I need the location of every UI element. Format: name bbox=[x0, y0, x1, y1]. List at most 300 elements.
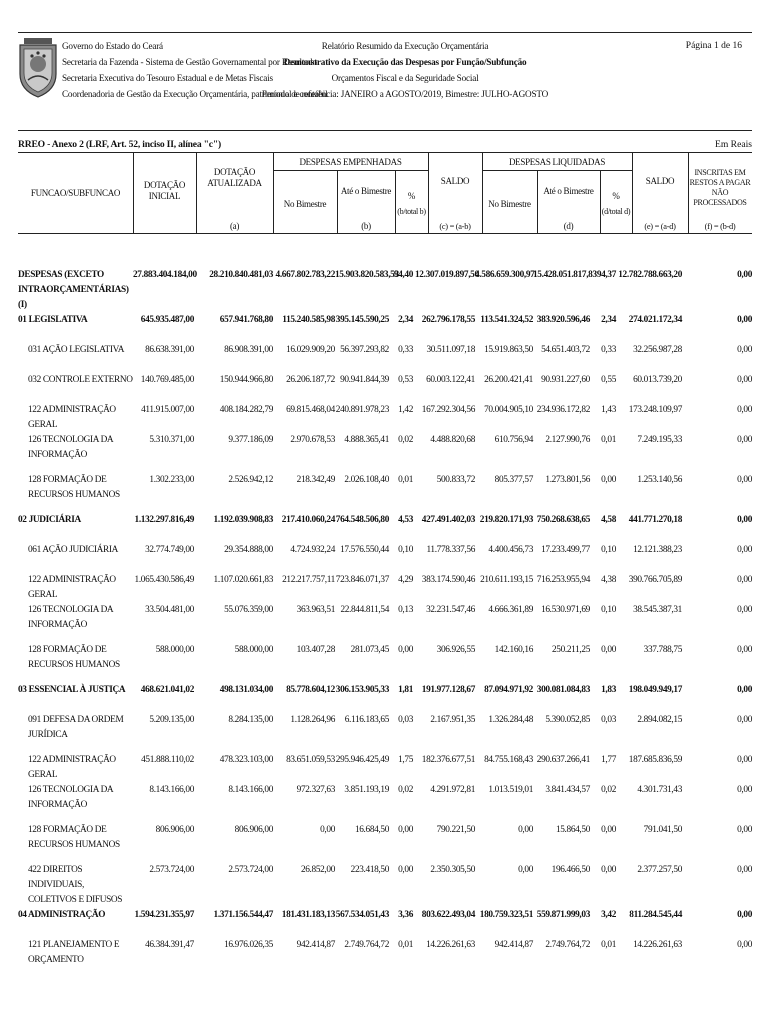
report-name: Relatório Resumido da Execução Orçamentária bbox=[321, 41, 489, 51]
cell-dotacao-inicial: 46.384.391,47 bbox=[145, 940, 194, 950]
cell-empenhadas-pct: 0,00 bbox=[398, 825, 413, 835]
cell-saldo-e: 60.013.739,20 bbox=[633, 375, 682, 385]
cell-liquidadas-bimestre: 142.160,16 bbox=[494, 645, 533, 655]
annex-reference: RREO - Anexo 2 (LRF, Art. 52, inciso II, alínea "c") bbox=[18, 139, 221, 150]
cell-empenhadas-ate-bimestre: 567.534.051,43 bbox=[335, 910, 389, 920]
cell-liquidadas-ate-bimestre: 54.651.403,72 bbox=[541, 345, 590, 355]
cell-restos-a-pagar: 0,00 bbox=[737, 865, 752, 875]
cell-saldo-e: 173.248.109,97 bbox=[628, 405, 682, 415]
col-emp-pct: % bbox=[407, 191, 416, 201]
cell-restos-a-pagar: 0,00 bbox=[737, 785, 752, 795]
expense-table bbox=[18, 268, 752, 978]
cell-empenhadas-bimestre: 115.240.585,98 bbox=[282, 315, 335, 325]
cell-dotacao-atualizada: 8.143.166,00 bbox=[228, 785, 273, 795]
row-label: 121 PLANEJAMENTO E ORÇAMENTO bbox=[28, 940, 120, 965]
cell-empenhadas-pct: 2,34 bbox=[398, 315, 413, 325]
cell-liquidadas-ate-bimestre: 250.211,25 bbox=[552, 645, 590, 655]
cell-empenhadas-pct: 0,01 bbox=[398, 475, 413, 485]
cell-saldo-c: 4.488.820,68 bbox=[430, 435, 475, 445]
subfunction-row bbox=[18, 753, 752, 783]
cell-empenhadas-bimestre: 2.970.678,53 bbox=[290, 435, 335, 445]
cell-empenhadas-ate-bimestre: 4.888.365,41 bbox=[344, 435, 389, 445]
col-dotacao-atualizada-line2: ATUALIZADA bbox=[207, 178, 262, 188]
cell-empenhadas-pct: 0,02 bbox=[398, 785, 413, 795]
subfunction-row bbox=[18, 433, 752, 473]
page-number: Página 1 de 16 bbox=[685, 41, 742, 51]
cell-dotacao-inicial: 411.915.007,00 bbox=[141, 405, 194, 415]
cell-liquidadas-ate-bimestre: 1.273.801,56 bbox=[545, 475, 590, 485]
cell-liquidadas-pct: 0,03 bbox=[601, 715, 616, 725]
col-inscritas-line2: RESTOS A PAGAR bbox=[689, 178, 751, 187]
cell-liquidadas-ate-bimestre: 16.530.971,69 bbox=[541, 605, 590, 615]
col-dotacao-atualizada-header bbox=[196, 167, 273, 189]
cell-restos-a-pagar: 0,00 bbox=[737, 755, 752, 765]
cell-empenhadas-pct: 0,53 bbox=[398, 375, 413, 385]
cell-dotacao-atualizada: 86.908.391,00 bbox=[224, 345, 273, 355]
cell-dotacao-atualizada: 657.941.768,80 bbox=[219, 315, 273, 325]
cell-liquidadas-ate-bimestre: 234.936.172,82 bbox=[536, 405, 590, 415]
cell-saldo-e: 811.284.545,44 bbox=[629, 910, 682, 920]
col-dotacao-inicial-header bbox=[133, 180, 196, 202]
cell-restos-a-pagar: 0,00 bbox=[737, 715, 752, 725]
cell-empenhadas-bimestre: 218.342,49 bbox=[296, 475, 335, 485]
cell-liquidadas-bimestre: 805.377,57 bbox=[494, 475, 533, 485]
col-saldo-header: SALDO bbox=[440, 176, 470, 186]
col-b-ref: (b) bbox=[361, 221, 371, 231]
cell-saldo-c: 803.622.493,04 bbox=[421, 910, 475, 920]
cell-restos-a-pagar: 0,00 bbox=[737, 315, 752, 325]
row-label: 122 ADMINISTRAÇÃO GERAL bbox=[28, 405, 116, 430]
cell-liquidadas-pct: 0,33 bbox=[601, 345, 616, 355]
row-label: 122 ADMINISTRAÇÃO GERAL bbox=[28, 575, 116, 600]
cell-liquidadas-bimestre: 942.414,87 bbox=[494, 940, 533, 950]
cell-restos-a-pagar: 0,00 bbox=[737, 270, 752, 280]
cell-saldo-c: 2.350.305,50 bbox=[430, 865, 475, 875]
col-emp-ate-bimestre: Até o Bimestre bbox=[340, 186, 392, 196]
cell-saldo-e: 187.685.836,59 bbox=[628, 755, 682, 765]
cell-empenhadas-ate-bimestre: 723.846.071,37 bbox=[335, 575, 389, 585]
cell-dotacao-inicial: 1.302.233,00 bbox=[149, 475, 194, 485]
cell-empenhadas-pct: 0,02 bbox=[398, 435, 413, 445]
cell-empenhadas-pct: 1,75 bbox=[398, 755, 413, 765]
cell-dotacao-inicial: 451.888.110,02 bbox=[141, 755, 194, 765]
cell-empenhadas-pct: 1,81 bbox=[398, 685, 413, 695]
cell-liquidadas-pct: 4,58 bbox=[601, 515, 616, 525]
cell-dotacao-atualizada: 1.371.156.544,47 bbox=[213, 910, 273, 920]
row-label: 128 FORMAÇÃO DE RECURSOS HUMANOS bbox=[28, 645, 120, 670]
cell-liquidadas-pct: 0,02 bbox=[601, 785, 616, 795]
cell-liquidadas-bimestre: 0,00 bbox=[518, 825, 533, 835]
col-emp-pct-ref: (b/total b) bbox=[397, 207, 426, 216]
cell-liquidadas-ate-bimestre: 15.864,50 bbox=[555, 825, 590, 835]
cell-empenhadas-bimestre: 85.778.604,12 bbox=[286, 685, 335, 695]
cell-empenhadas-ate-bimestre: 2.026.108,40 bbox=[344, 475, 389, 485]
cell-saldo-e: 12.121.388,23 bbox=[633, 545, 682, 555]
cell-dotacao-inicial: 1.132.297.816,49 bbox=[134, 515, 194, 525]
row-label: 02 JUDICIÁRIA bbox=[18, 515, 81, 525]
subfunction-row bbox=[18, 783, 752, 823]
cell-restos-a-pagar: 0,00 bbox=[737, 515, 752, 525]
cell-dotacao-atualizada: 9.377.186,09 bbox=[228, 435, 273, 445]
cell-liquidadas-bimestre: 26.200.421,41 bbox=[484, 375, 533, 385]
cell-empenhadas-bimestre: 181.431.183,13 bbox=[281, 910, 335, 920]
cell-liquidadas-ate-bimestre: 559.871.999,03 bbox=[536, 910, 590, 920]
header-executive-secretariat: Secretaria Executiva do Tesouro Estadual e de Metas Fiscais bbox=[62, 73, 273, 83]
cell-dotacao-inicial: 32.774.749,00 bbox=[145, 545, 194, 555]
cell-liquidadas-bimestre: 1.326.284,48 bbox=[488, 715, 533, 725]
cell-liquidadas-bimestre: 113.541.324,52 bbox=[480, 315, 533, 325]
row-label: 128 FORMAÇÃO DE RECURSOS HUMANOS bbox=[28, 475, 120, 500]
cell-empenhadas-ate-bimestre: 306.153.905,33 bbox=[335, 685, 389, 695]
cell-liquidadas-pct: 0,10 bbox=[601, 545, 616, 555]
row-label: 032 CONTROLE EXTERNO bbox=[28, 375, 133, 385]
cell-dotacao-inicial: 140.769.485,00 bbox=[140, 375, 194, 385]
cell-empenhadas-bimestre: 4.667.802.783,22 bbox=[275, 270, 335, 280]
cell-empenhadas-ate-bimestre: 764.548.506,80 bbox=[335, 515, 389, 525]
cell-liquidadas-pct: 0,00 bbox=[601, 475, 616, 485]
cell-empenhadas-ate-bimestre: 281.073,45 bbox=[350, 645, 389, 655]
cell-liquidadas-pct: 0,00 bbox=[601, 865, 616, 875]
col-emp-no-bimestre: No Bimestre bbox=[283, 199, 327, 209]
cell-empenhadas-ate-bimestre: 6.116.183,65 bbox=[344, 715, 389, 725]
cell-liquidadas-pct: 1,43 bbox=[601, 405, 616, 415]
row-label: 126 TECNOLOGIA DA INFORMAÇÃO bbox=[28, 605, 113, 630]
cell-liquidadas-ate-bimestre: 2.749.764,72 bbox=[545, 940, 590, 950]
cell-empenhadas-ate-bimestre: 3.851.193,19 bbox=[344, 785, 389, 795]
report-period: Período de referência: JANEIRO a AGOSTO/2019, Bimestre: JULHO-AGOSTO bbox=[261, 89, 549, 99]
cell-dotacao-inicial: 5.209.135,00 bbox=[149, 715, 194, 725]
cell-saldo-c: 500.833,72 bbox=[436, 475, 475, 485]
cell-saldo-e: 32.256.987,28 bbox=[633, 345, 682, 355]
cell-empenhadas-bimestre: 212.217.757,11 bbox=[282, 575, 335, 585]
cell-saldo-c: 30.511.097,18 bbox=[426, 345, 475, 355]
cell-dotacao-atualizada: 478.323.103,00 bbox=[219, 755, 273, 765]
cell-restos-a-pagar: 0,00 bbox=[737, 545, 752, 555]
cell-empenhadas-bimestre: 83.651.059,53 bbox=[286, 755, 335, 765]
cell-saldo-e: 4.301.731,43 bbox=[637, 785, 682, 795]
cell-liquidadas-pct: 2,34 bbox=[601, 315, 616, 325]
row-label: 04 ADMINISTRAÇÃO bbox=[18, 910, 106, 920]
cell-restos-a-pagar: 0,00 bbox=[737, 825, 752, 835]
cell-liquidadas-pct: 0,00 bbox=[601, 825, 616, 835]
col-inscritas-line3: NÃO PROCESSADOS bbox=[693, 188, 747, 207]
subfunction-row bbox=[18, 823, 752, 863]
cell-empenhadas-bimestre: 972.327,63 bbox=[296, 785, 335, 795]
cell-liquidadas-ate-bimestre: 196.466,50 bbox=[551, 865, 590, 875]
cell-liquidadas-bimestre: 210.611.193,15 bbox=[480, 575, 533, 585]
col-inscritas-line1: INSCRITAS EM bbox=[694, 168, 746, 177]
cell-dotacao-atualizada: 55.076.359,00 bbox=[224, 605, 273, 615]
cell-liquidadas-ate-bimestre: 750.268.638,65 bbox=[536, 515, 590, 525]
report-budget-scope: Orçamentos Fiscal e da Seguridade Social bbox=[331, 73, 479, 83]
subfunction-row bbox=[18, 603, 752, 643]
cell-restos-a-pagar: 0,00 bbox=[737, 435, 752, 445]
row-label: 422 DIREITOS INDIVIDUAIS, COLETIVOS E DIFUSOS bbox=[28, 865, 123, 905]
col-a-ref: (a) bbox=[229, 221, 240, 231]
row-label: 122 ADMINISTRAÇÃO GERAL bbox=[28, 755, 116, 780]
currency-unit: Em Reais bbox=[714, 139, 752, 150]
cell-liquidadas-ate-bimestre: 3.841.434,57 bbox=[545, 785, 590, 795]
cell-saldo-c: 191.977.128,67 bbox=[421, 685, 475, 695]
cell-dotacao-atualizada: 150.944.966,80 bbox=[219, 375, 273, 385]
cell-saldo-c: 182.376.677,51 bbox=[421, 755, 475, 765]
function-row bbox=[18, 513, 752, 543]
cell-liquidadas-bimestre: 610.756,94 bbox=[494, 435, 533, 445]
cell-empenhadas-ate-bimestre: 56.397.293,82 bbox=[340, 345, 389, 355]
col-inscritas-header bbox=[688, 168, 752, 208]
col-header-bottom-rule bbox=[18, 233, 752, 234]
cell-liquidadas-bimestre: 4.666.361,89 bbox=[488, 605, 533, 615]
cell-dotacao-inicial: 468.621.041,02 bbox=[140, 685, 194, 695]
cell-liquidadas-ate-bimestre: 290.637.266,41 bbox=[536, 755, 590, 765]
header-secretariat: Secretaria da Fazenda - Sistema de Gestão Governamental por Resultado bbox=[62, 57, 317, 67]
cell-liquidadas-bimestre: 87.094.971,92 bbox=[484, 685, 533, 695]
subfunction-row bbox=[18, 473, 752, 513]
cell-empenhadas-bimestre: 16.029.909,20 bbox=[286, 345, 335, 355]
cell-dotacao-inicial: 33.504.481,00 bbox=[145, 605, 194, 615]
cell-saldo-e: 38.545.387,31 bbox=[633, 605, 682, 615]
col-f-ref: (f) = (b-d) bbox=[704, 222, 736, 231]
liquidadas-group-rule bbox=[482, 170, 632, 171]
col-e-ref: (e) = (a-d) bbox=[644, 222, 676, 231]
cell-restos-a-pagar: 0,00 bbox=[737, 910, 752, 920]
cell-empenhadas-ate-bimestre: 15.903.820.583,53 bbox=[335, 270, 399, 280]
cell-empenhadas-bimestre: 1.128.264,96 bbox=[290, 715, 335, 725]
cell-liquidadas-pct: 94,37 bbox=[596, 270, 616, 280]
col-header-top-rule bbox=[18, 152, 752, 153]
cell-saldo-c: 262.796.178,55 bbox=[421, 315, 475, 325]
cell-dotacao-atualizada: 8.284.135,00 bbox=[228, 715, 273, 725]
cell-restos-a-pagar: 0,00 bbox=[737, 475, 752, 485]
cell-dotacao-atualizada: 408.184.282,79 bbox=[219, 405, 273, 415]
cell-empenhadas-bimestre: 69.815.468,04 bbox=[286, 405, 335, 415]
cell-dotacao-atualizada: 29.354.888,00 bbox=[224, 545, 273, 555]
cell-empenhadas-ate-bimestre: 22.844.811,54 bbox=[340, 605, 389, 615]
subfunction-row bbox=[18, 643, 752, 683]
cell-empenhadas-pct: 0,03 bbox=[398, 715, 413, 725]
cell-empenhadas-bimestre: 0,00 bbox=[320, 825, 335, 835]
cell-liquidadas-ate-bimestre: 716.253.955,94 bbox=[536, 575, 590, 585]
report-title: Demonstrativo da Execução das Despesas por Função/Subfunção bbox=[283, 57, 527, 67]
row-label: 126 TECNOLOGIA DA INFORMAÇÃO bbox=[28, 435, 113, 460]
row-label: 126 TECNOLOGIA DA INFORMAÇÃO bbox=[28, 785, 113, 810]
cell-liquidadas-pct: 3,42 bbox=[601, 910, 616, 920]
cell-empenhadas-pct: 0,00 bbox=[398, 865, 413, 875]
cell-dotacao-atualizada: 498.131.034,00 bbox=[219, 685, 273, 695]
cell-empenhadas-ate-bimestre: 223.418,50 bbox=[350, 865, 389, 875]
row-label: 031 AÇÃO LEGISLATIVA bbox=[28, 345, 125, 355]
cell-dotacao-inicial: 588.000,00 bbox=[155, 645, 194, 655]
cell-empenhadas-bimestre: 4.724.932,24 bbox=[290, 545, 335, 555]
col-dotacao-atualizada-line1: DOTAÇÃO bbox=[213, 167, 256, 177]
cell-empenhadas-pct: 0,33 bbox=[398, 345, 413, 355]
col-dotacao-inicial-line2: INICIAL bbox=[148, 191, 181, 201]
function-row bbox=[18, 268, 752, 313]
cell-dotacao-atualizada: 16.976.026,35 bbox=[224, 940, 273, 950]
cell-liquidadas-bimestre: 70.004.905,10 bbox=[484, 405, 533, 415]
subfunction-row bbox=[18, 573, 752, 603]
cell-empenhadas-pct: 0,13 bbox=[398, 605, 413, 615]
cell-saldo-c: 167.292.304,56 bbox=[421, 405, 475, 415]
cell-liquidadas-pct: 0,01 bbox=[601, 940, 616, 950]
cell-empenhadas-pct: 0,00 bbox=[398, 645, 413, 655]
cell-empenhadas-bimestre: 217.410.060,24 bbox=[281, 515, 335, 525]
cell-dotacao-inicial: 8.143.166,00 bbox=[149, 785, 194, 795]
cell-saldo-e: 390.766.705,89 bbox=[628, 575, 682, 585]
cell-dotacao-inicial: 806.906,00 bbox=[155, 825, 194, 835]
report-title-block bbox=[260, 38, 550, 102]
cell-saldo-e: 2.377.257,50 bbox=[637, 865, 682, 875]
cell-empenhadas-bimestre: 26.206.187,72 bbox=[286, 375, 335, 385]
cell-dotacao-inicial: 27.883.404.184,00 bbox=[133, 270, 197, 280]
cell-liquidadas-ate-bimestre: 2.127.990,76 bbox=[545, 435, 590, 445]
cell-liquidadas-bimestre: 4.586.659.300,97 bbox=[475, 270, 535, 280]
cell-saldo-c: 4.291.972,81 bbox=[430, 785, 475, 795]
cell-restos-a-pagar: 0,00 bbox=[737, 685, 752, 695]
cell-liquidadas-ate-bimestre: 300.081.084,83 bbox=[536, 685, 590, 695]
subfunction-row bbox=[18, 373, 752, 403]
cell-dotacao-atualizada: 2.526.942,12 bbox=[228, 475, 273, 485]
col-liq-ate-bimestre: Até o Bimestre bbox=[543, 186, 594, 196]
subfunction-row bbox=[18, 343, 752, 373]
cell-empenhadas-bimestre: 942.414,87 bbox=[296, 940, 335, 950]
cell-restos-a-pagar: 0,00 bbox=[737, 405, 752, 415]
cell-empenhadas-pct: 94,40 bbox=[393, 270, 413, 280]
cell-liquidadas-ate-bimestre: 15.428.051.817,83 bbox=[533, 270, 597, 280]
cell-restos-a-pagar: 0,00 bbox=[737, 345, 752, 355]
cell-liquidadas-bimestre: 0,00 bbox=[518, 865, 533, 875]
cell-saldo-e: 14.226.261,63 bbox=[633, 940, 682, 950]
row-label: 091 DEFESA DA ORDEM JURÍDICA bbox=[28, 715, 124, 740]
cell-empenhadas-bimestre: 26.852,00 bbox=[300, 865, 335, 875]
cell-liquidadas-pct: 0,00 bbox=[601, 645, 616, 655]
subfunction-row bbox=[18, 713, 752, 753]
cell-empenhadas-pct: 4,53 bbox=[398, 515, 413, 525]
row-label: 061 AÇÃO JUDICIÁRIA bbox=[28, 545, 118, 555]
cell-dotacao-atualizada: 806.906,00 bbox=[234, 825, 273, 835]
cell-liquidadas-pct: 0,10 bbox=[601, 605, 616, 615]
cell-empenhadas-ate-bimestre: 240.891.978,23 bbox=[335, 405, 389, 415]
cell-dotacao-inicial: 1.594.231.355,97 bbox=[134, 910, 194, 920]
cell-dotacao-atualizada: 28.210.840.481,03 bbox=[209, 270, 273, 280]
col-liq-pct-ref: (d/total d) bbox=[601, 207, 631, 216]
cell-empenhadas-bimestre: 103.407,28 bbox=[296, 645, 335, 655]
header-rule bbox=[18, 130, 752, 131]
cell-empenhadas-bimestre: 363.963,51 bbox=[296, 605, 335, 615]
cell-liquidadas-ate-bimestre: 90.931.227,60 bbox=[541, 375, 590, 385]
cell-saldo-c: 427.491.402,03 bbox=[421, 515, 475, 525]
cell-restos-a-pagar: 0,00 bbox=[737, 645, 752, 655]
cell-liquidadas-ate-bimestre: 17.233.499,77 bbox=[541, 545, 590, 555]
empenhadas-group-rule bbox=[273, 170, 428, 171]
header-coordination: Coordenadoria de Gestão da Execução Orçamentária, patrimonial e contábil bbox=[62, 89, 328, 99]
state-crest-logo bbox=[18, 38, 58, 98]
cell-dotacao-inicial: 5.310.371,00 bbox=[149, 435, 194, 445]
subfunction-row bbox=[18, 938, 752, 978]
cell-dotacao-atualizada: 1.107.020.661,83 bbox=[213, 575, 273, 585]
cell-liquidadas-bimestre: 1.013.519,01 bbox=[488, 785, 533, 795]
cell-dotacao-atualizada: 588.000,00 bbox=[234, 645, 273, 655]
liquidadas-group-header: DESPESAS LIQUIDADAS bbox=[508, 157, 606, 167]
cell-empenhadas-pct: 1,42 bbox=[398, 405, 413, 415]
cell-restos-a-pagar: 0,00 bbox=[737, 375, 752, 385]
cell-empenhadas-pct: 0,01 bbox=[398, 940, 413, 950]
cell-liquidadas-pct: 1,77 bbox=[601, 755, 616, 765]
subfunction-row bbox=[18, 403, 752, 433]
function-row bbox=[18, 313, 752, 343]
cell-dotacao-inicial: 645.935.487,00 bbox=[140, 315, 194, 325]
cell-liquidadas-ate-bimestre: 383.920.596,46 bbox=[536, 315, 590, 325]
col-liq-no-bimestre: No Bimestre bbox=[488, 199, 531, 209]
cell-restos-a-pagar: 0,00 bbox=[737, 575, 752, 585]
row-label: DESPESAS (EXCETO INTRAORÇAMENTÁRIAS) (I) bbox=[18, 270, 129, 310]
cell-saldo-c: 790.221,50 bbox=[436, 825, 475, 835]
cell-liquidadas-pct: 1,83 bbox=[601, 685, 616, 695]
cell-empenhadas-ate-bimestre: 90.941.844,39 bbox=[340, 375, 389, 385]
cell-empenhadas-ate-bimestre: 16.684,50 bbox=[354, 825, 389, 835]
cell-saldo-c: 14.226.261,63 bbox=[426, 940, 475, 950]
cell-empenhadas-pct: 0,10 bbox=[398, 545, 413, 555]
row-label: 03 ESSENCIAL À JUSTIÇA bbox=[18, 685, 126, 695]
cell-saldo-e: 1.253.140,56 bbox=[637, 475, 682, 485]
cell-saldo-e: 7.249.195,33 bbox=[637, 435, 682, 445]
cell-saldo-e: 198.049.949,17 bbox=[628, 685, 682, 695]
col-func-header: FUNCAO/SUBFUNCAO bbox=[30, 188, 121, 198]
cell-saldo-e: 337.788,75 bbox=[643, 645, 682, 655]
cell-liquidadas-bimestre: 4.400.456,73 bbox=[488, 545, 533, 555]
cell-liquidadas-bimestre: 15.919.863,50 bbox=[484, 345, 533, 355]
header-government: Governo do Estado do Ceará bbox=[62, 41, 163, 51]
cell-saldo-c: 11.778.337,56 bbox=[426, 545, 475, 555]
cell-saldo-c: 306.926,55 bbox=[436, 645, 475, 655]
cell-empenhadas-ate-bimestre: 2.749.764,72 bbox=[344, 940, 389, 950]
col-dotacao-inicial-line1: DOTAÇÃO bbox=[143, 180, 186, 190]
cell-saldo-c: 2.167.951,35 bbox=[430, 715, 475, 725]
cell-saldo-c: 383.174.590,46 bbox=[421, 575, 475, 585]
cell-liquidadas-bimestre: 219.820.171,93 bbox=[479, 515, 533, 525]
cell-liquidadas-bimestre: 180.759.323,51 bbox=[479, 910, 533, 920]
cell-dotacao-inicial: 1.065.430.586,49 bbox=[134, 575, 194, 585]
cell-dotacao-inicial: 86.638.391,00 bbox=[145, 345, 194, 355]
cell-empenhadas-pct: 4,29 bbox=[398, 575, 413, 585]
cell-liquidadas-pct: 0,55 bbox=[601, 375, 616, 385]
col-saldo2-header: SALDO bbox=[645, 176, 675, 186]
cell-liquidadas-ate-bimestre: 5.390.052,85 bbox=[545, 715, 590, 725]
cell-saldo-e: 791.041,50 bbox=[643, 825, 682, 835]
cell-liquidadas-pct: 4,38 bbox=[601, 575, 616, 585]
cell-saldo-e: 12.782.788.663,20 bbox=[618, 270, 682, 280]
cell-saldo-e: 2.894.082,15 bbox=[637, 715, 682, 725]
col-liq-pct: % bbox=[612, 191, 620, 201]
function-row bbox=[18, 908, 752, 938]
cell-empenhadas-pct: 3,36 bbox=[398, 910, 413, 920]
cell-saldo-c: 12.307.019.897,50 bbox=[415, 270, 479, 280]
cell-liquidadas-pct: 0,01 bbox=[601, 435, 616, 445]
cell-saldo-e: 441.771.270,18 bbox=[628, 515, 682, 525]
subfunction-row bbox=[18, 543, 752, 573]
cell-empenhadas-ate-bimestre: 395.145.590,25 bbox=[335, 315, 389, 325]
row-label: 01 LEGISLATIVA bbox=[18, 315, 88, 325]
cell-restos-a-pagar: 0,00 bbox=[737, 940, 752, 950]
empenhadas-group-header: DESPESAS EMPENHADAS bbox=[299, 157, 402, 167]
subfunction-row bbox=[18, 863, 752, 908]
cell-empenhadas-ate-bimestre: 17.576.550,44 bbox=[340, 545, 389, 555]
function-row bbox=[18, 683, 752, 713]
cell-dotacao-atualizada: 1.192.039.908,83 bbox=[213, 515, 273, 525]
cell-saldo-c: 60.003.122,41 bbox=[426, 375, 475, 385]
top-rule bbox=[18, 32, 752, 33]
col-d-ref: (d) bbox=[563, 221, 574, 231]
